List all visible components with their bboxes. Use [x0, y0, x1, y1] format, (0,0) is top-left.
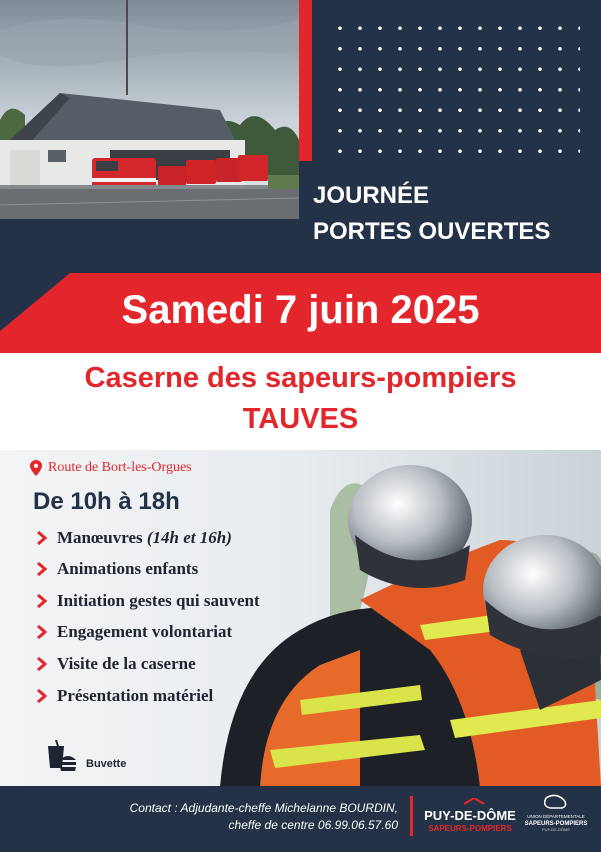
activity-item [35, 622, 232, 642]
chevron-right-icon [35, 530, 49, 546]
activity-note: (14h et 16h) [146, 528, 232, 547]
event-date: Samedi 7 juin 2025 [121, 288, 480, 332]
puy-de-dome-logo [424, 798, 516, 838]
footer-separator [410, 796, 413, 836]
udsp-line-3: PUY-DE-DÔME [541, 827, 571, 832]
pdd-subtitle: SAPEURS-POMPIERS [428, 824, 512, 833]
contact-line-2: cheffe de centre 06.99.06.57.60 [228, 818, 398, 832]
activity-item [35, 654, 196, 674]
chevron-right-icon [35, 561, 49, 577]
buvette-label: Buvette [86, 758, 127, 770]
opening-hours: De 10h à 18h [33, 488, 180, 515]
chevron-right-icon [35, 593, 49, 609]
activity-item [35, 559, 198, 579]
activity-item [35, 686, 213, 706]
contact-line-1: Contact : Adjudante-cheffe Michelanne BOURDIN, [129, 801, 398, 815]
map-pin-icon [30, 460, 42, 476]
buvette [46, 740, 126, 772]
pdd-name: PUY-DE-DÔME [424, 808, 516, 823]
activity-label: Visite de la caserne [57, 654, 196, 673]
dot-pattern [330, 18, 580, 160]
activity-label: Présentation matériel [57, 686, 214, 705]
address-text: Route de Bort-les-Orgues [48, 460, 192, 475]
activity-label: Animations enfants [57, 559, 199, 578]
udsp-logo [524, 794, 588, 838]
drink-burger-icon [46, 740, 76, 772]
chevron-right-icon [35, 656, 49, 672]
title-line-2: PORTES OUVERTES [313, 218, 551, 245]
venue-name: Caserne des sapeurs-pompiers [84, 362, 517, 394]
activity-label: Engagement volontariat [57, 622, 233, 641]
udsp-line-2: SAPEURS-POMPIERS [524, 821, 588, 827]
activity-label: Initiation gestes qui sauvent [57, 591, 260, 610]
town-name: TAUVES [242, 403, 359, 435]
udsp-line-1: UNION DÉPARTEMENTALE [527, 814, 585, 819]
address [30, 460, 192, 476]
navy-strip [0, 219, 299, 275]
page-title [313, 178, 550, 250]
red-accent-bar [299, 0, 312, 161]
contact-info [100, 800, 398, 834]
activity-item [35, 591, 260, 611]
chevron-right-icon [35, 688, 49, 704]
title-line-1: JOURNÉE [313, 182, 430, 209]
fire-station-photo [0, 0, 299, 219]
activity-label: Manœuvres [57, 528, 143, 547]
activity-item [35, 528, 232, 548]
chevron-right-icon [35, 624, 49, 640]
